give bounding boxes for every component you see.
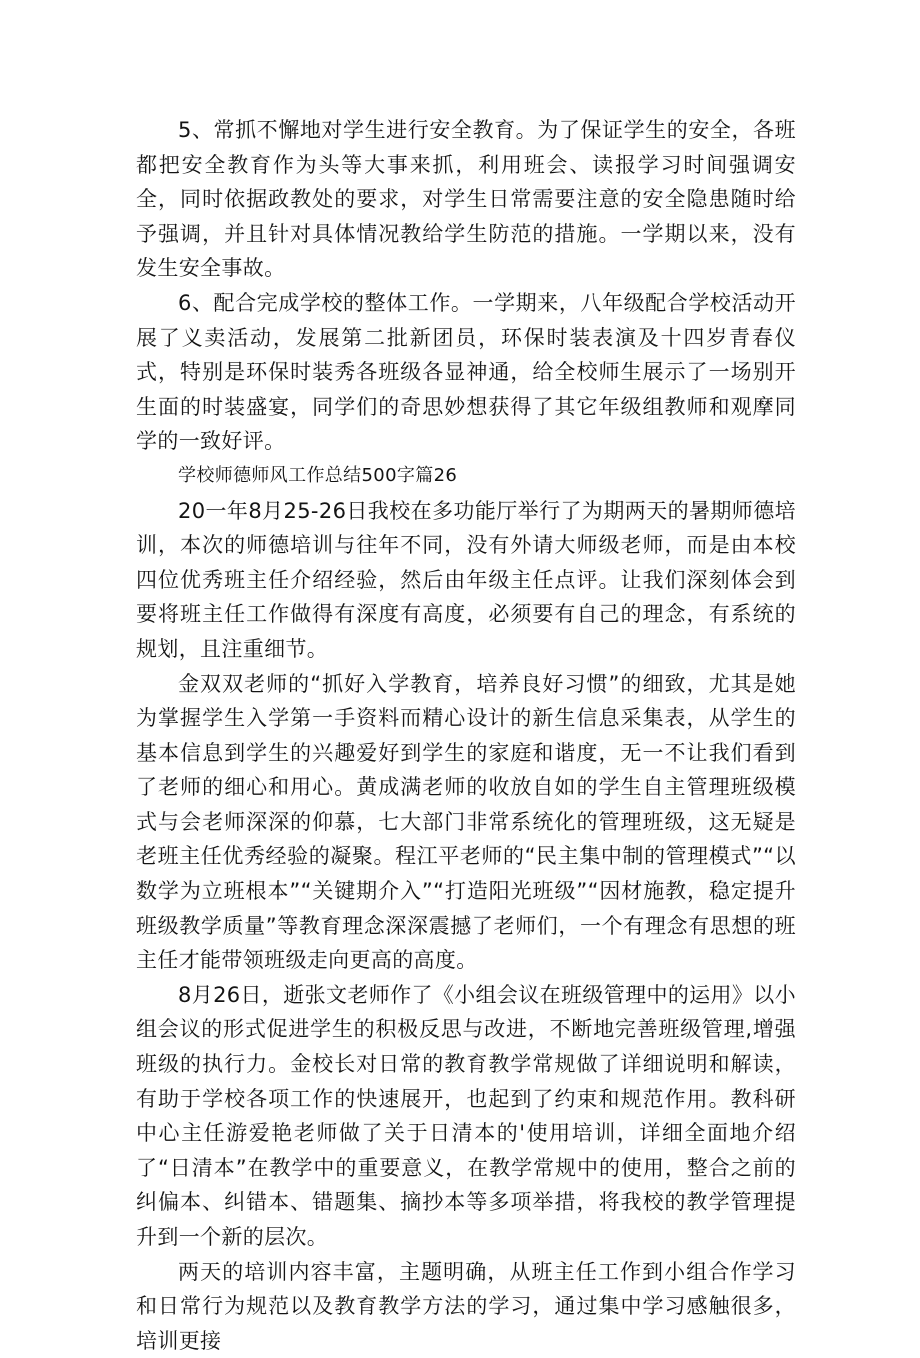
section-heading: 学校师德师风工作总结500字篇26 [178,464,458,486]
paragraph-teacher-experiences: 金双双老师的“抓好入学教育，培养良好习惯”的细致，尤其是她为掌握学生入学第一手资料而精心设计的新生信息采集表，从学生的基本信息到学生的兴趣爱好到学生的家庭和谐度，无一不让我们看到了老师的细心和用心。黄成满老师的收放自如的学生自主管理班级模式与会老师深深的仰慕，七大部门非常系统化的管理班级，这无疑是老班主任优秀经验的凝聚。程江平老师的“民主集中制的管理模式”“以数学为立班根本”“关键期介入”“打造阳光班级”“因材施教，稳定提升班级教学质量”等教育理念深深震撼了老师们，一个有理念有思想的班主任才能带领班级走向更高的高度。 [136,671,796,973]
paragraph-training-intro: 20一年8月25-26日我校在多功能厅举行了为期两天的暑期师德培训，本次的师德培训与往年不同，没有外请大师级老师，而是由本校四位优秀班主任介绍经验，然后由年级主任点评。让我们深刻体会到要将班主任工作做得有深度有高度，必须要有自己的理念，有系统的规划，且注重细节。 [136,498,796,661]
paragraph-school-work: 6、配合完成学校的整体工作。一学期来，八年级配合学校活动开展了义卖活动，发展第二批新团员，环保时装表演及十四岁青春仪式，特别是环保时装秀各班级各显神通，给全校师生展示了一场别开生面的时装盛宴，同学们的奇思妙想获得了其它年级组教师和观摩同学的一致好评。 [136,290,796,454]
paragraph-august-26: 8月26日，逝张文老师作了《小组会议在班级管理中的运用》以小组会议的形式促进学生的积极反思与改进，不断地完善班级管理,增强班级的执行力。金校长对日常的教育教学常规做了详细说明和解读，有助于学校各项工作的快速展开，也起到了约束和规范作用。教科研中心主任游爱艳老师做了关于日清本的'使用培训，详细全面地介绍了“日清本”在教学中的重要意义，在教学常规中的使用，整合之前的纠偏本、纠错本、错题集、摘抄本等多项举措，将我校的教学管理提升到一个新的层次。 [136,982,796,1249]
paragraph-safety-education: 5、常抓不懈地对学生进行安全教育。为了保证学生的安全，各班都把安全教育作为头等大事来抓，利用班会、读报学习时间强调安全，同时依据政教处的要求，对学生日常需要注意的安全隐患随时给予强调，并且针对具体情况教给学生防范的措施。一学期以来，没有发生安全事故。 [136,118,796,281]
paragraph-training-summary: 两天的培训内容丰富，主题明确，从班主任工作到小组合作学习和日常行为规范以及教育教学方法的学习，通过集中学习感触很多，培训更接 [136,1259,796,1353]
document-body [136,113,796,1358]
